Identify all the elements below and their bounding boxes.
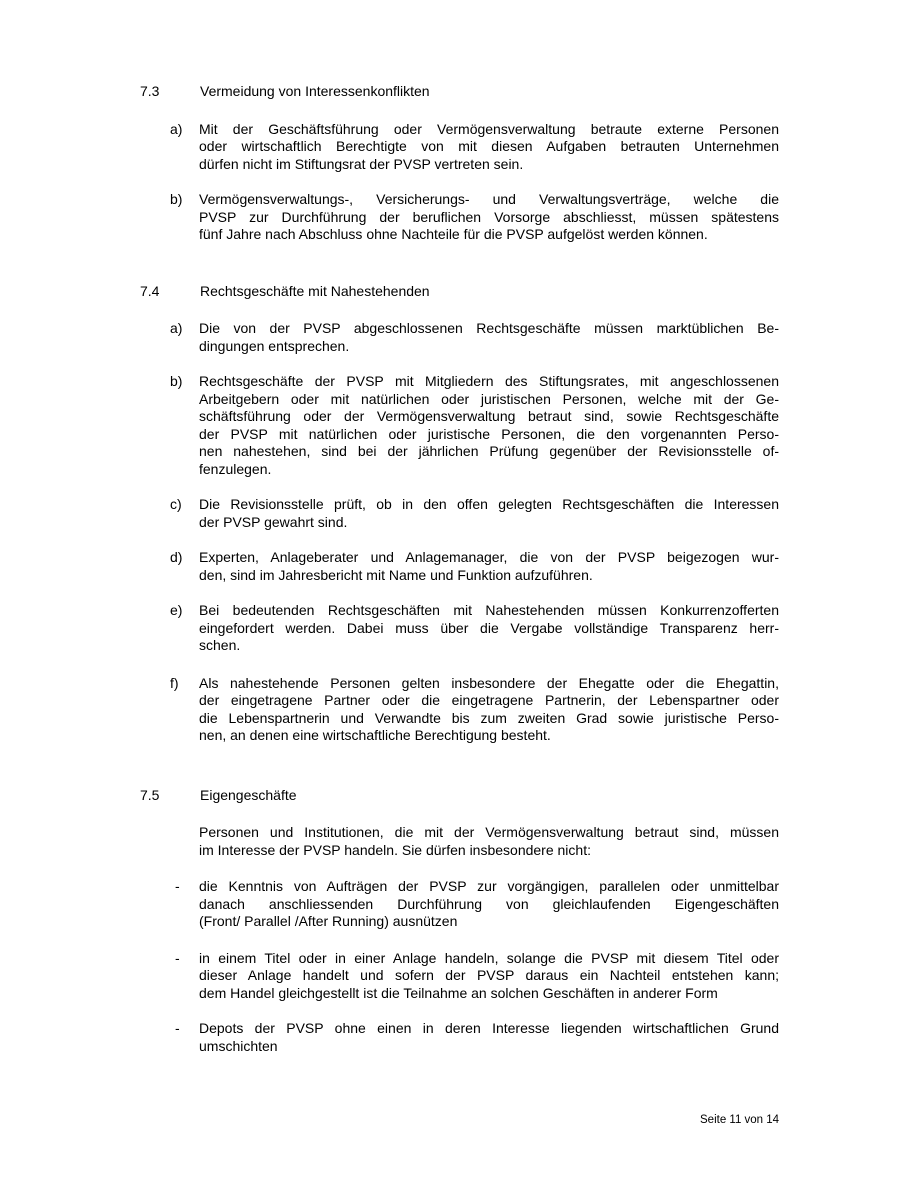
dash-item-3 <box>140 1020 779 1055</box>
item-body <box>199 121 779 174</box>
paragraph-line: fenzulegen. <box>199 460 272 477</box>
item-label: a) <box>170 120 183 137</box>
dash-bullet: - <box>175 878 180 894</box>
item-body <box>199 320 779 355</box>
paragraph-line: Depots der PVSP ohne einen in deren Interesse liegenden wirtschaftlichen Grund <box>199 1020 779 1036</box>
item-body <box>199 878 779 931</box>
section-title: Eigengeschäfte <box>200 786 297 803</box>
item-label: d) <box>170 549 183 565</box>
paragraph-line: der eingetragene Partner oder die eingetragene Partnerin, der Lebenspartner oder <box>199 692 779 708</box>
item-body <box>199 950 779 1003</box>
paragraph-line: Die Revisionsstelle prüft, ob in den offen gelegten Rechtsgeschäften die Interessen <box>199 496 779 512</box>
item-label: b) <box>170 191 183 207</box>
page-footer <box>700 1113 779 1127</box>
list-item-7-4-f <box>140 675 779 745</box>
item-body <box>199 373 779 478</box>
paragraph-line: die Kenntnis von Aufträgen der PVSP zur vorgängigen, parallelen oder unmittelbar <box>199 878 779 894</box>
item-label: f) <box>170 674 179 691</box>
paragraph-line: Die von der PVSP abgeschlossenen Rechtsgeschäfte müssen marktüblichen Be- <box>199 320 779 336</box>
section-number: 7.4 <box>140 282 160 299</box>
paragraph-line: nen nahestehen, sind bei der jährlichen Prüfung gegenüber der Revisionsstelle of- <box>199 443 779 459</box>
item-body <box>199 602 779 655</box>
dash-bullet: - <box>175 1020 180 1036</box>
paragraph-line: Experten, Anlageberater und Anlagemanager, die von der PVSP beigezogen wur- <box>199 549 779 565</box>
paragraph-line: Bei bedeutenden Rechtsgeschäften mit Nahestehenden müssen Konkurrenzofferten <box>199 602 779 618</box>
item-body <box>199 549 779 584</box>
paragraph-line: der PVSP gewahrt sind. <box>199 513 348 530</box>
paragraph-line: (Front/ Parallel /After Running) ausnützen <box>199 913 458 929</box>
list-item-7-3-b <box>140 191 779 244</box>
section-title: Vermeidung von Interessenkonflikten <box>200 83 430 99</box>
item-body <box>199 675 779 745</box>
list-item-7-4-c <box>140 496 779 531</box>
item-label: b) <box>170 373 183 389</box>
paragraph-line: die Lebenspartnerin und Verwandte bis zum zweiten Grad sowie juristische Perso- <box>199 709 779 726</box>
item-body <box>199 496 779 531</box>
item-body <box>199 1020 779 1055</box>
paragraph-line: dem Handel gleichgestellt ist die Teilnahme an solchen Geschäften in anderer Form <box>199 984 718 1001</box>
paragraph-line: oder wirtschaftlich Berechtigte von mit diesen Aufgaben betrauten Unternehmen <box>199 138 779 154</box>
paragraph-line: dürfen nicht im Stiftungsrat der PVSP vertreten sein. <box>199 155 524 172</box>
paragraph-line: Mit der Geschäftsführung oder Vermögensverwaltung betraute externe Personen <box>199 120 779 137</box>
paragraph-line: dieser Anlage handelt und sofern der PVSP daraus ein Nachteil entstehen kann; <box>199 967 779 983</box>
dash-bullet: - <box>175 949 180 966</box>
paragraph-line: Als nahestehende Personen gelten insbesondere der Ehegatte oder die Ehegattin, <box>199 674 779 691</box>
list-item-7-4-e <box>140 602 779 655</box>
section-heading-7-4 <box>140 283 779 301</box>
item-label: c) <box>170 496 182 512</box>
item-body <box>199 191 779 244</box>
paragraph-line: umschichten <box>199 1037 278 1054</box>
paragraph-line: schen. <box>199 637 241 653</box>
paragraph-line: den, sind im Jahresbericht mit Name und Funktion aufzuführen. <box>199 566 593 583</box>
list-item-7-4-d <box>140 549 779 584</box>
paragraph-line: in einem Titel oder in einer Anlage handeln, solange die PVSP mit diesem Titel oder <box>199 949 779 966</box>
section-number: 7.3 <box>140 83 160 99</box>
item-label: e) <box>170 602 183 618</box>
paragraph-line: dingungen entsprechen. <box>199 337 350 354</box>
paragraph-line: schäftsführung oder der Vermögensverwaltung betraut sind, sowie Rechtsgeschäfte <box>199 408 779 424</box>
paragraph-line: danach anschliessenden Durchführung von gleichlaufenden Eigengeschäften <box>199 895 779 912</box>
paragraph-line: nen, an denen eine wirtschaftliche Berechtigung besteht. <box>199 727 551 743</box>
dash-item-2 <box>140 950 779 1003</box>
paragraph-line: der PVSP mit natürlichen oder juristische Personen, die den vorgenannten Perso- <box>199 425 779 442</box>
section-heading-7-5 <box>140 787 779 805</box>
list-item-7-4-a <box>140 320 779 355</box>
paragraph-line: Vermögensverwaltungs-, Versicherungs- und Verwaltungsverträge, welche die <box>199 191 779 207</box>
list-item-7-3-a <box>140 121 779 174</box>
dash-item-1 <box>140 878 779 931</box>
paragraph-line: Rechtsgeschäfte der PVSP mit Mitgliedern des Stiftungsrates, mit angeschlossenen <box>199 373 779 389</box>
section-intro-paragraph <box>199 824 779 859</box>
paragraph-line: fünf Jahre nach Abschluss ohne Nachteile für die PVSP aufgelöst werden können. <box>199 226 708 242</box>
paragraph-line: im Interesse der PVSP handeln. Sie dürfen insbesondere nicht: <box>199 841 591 858</box>
list-item-7-4-b <box>140 373 779 478</box>
page-content <box>140 83 779 1055</box>
paragraph-line: Arbeitgebern oder mit natürlichen oder juristischen Personen, welche mit der Ge- <box>199 390 779 407</box>
item-label: a) <box>170 320 183 336</box>
section-number: 7.5 <box>140 786 160 803</box>
page-number-label: Seite 11 von 14 <box>700 1114 780 1126</box>
paragraph-line: Personen und Institutionen, die mit der Vermögensverwaltung betraut sind, müssen <box>199 824 779 840</box>
paragraph-line: eingefordert werden. Dabei muss über die Vergabe vollständige Transparenz herr- <box>199 619 779 636</box>
paragraph-line: PVSP zur Durchführung der beruflichen Vorsorge abschliesst, müssen spätestens <box>199 208 779 225</box>
section-title: Rechtsgeschäfte mit Nahestehenden <box>200 282 430 299</box>
section-heading-7-3 <box>140 83 779 101</box>
